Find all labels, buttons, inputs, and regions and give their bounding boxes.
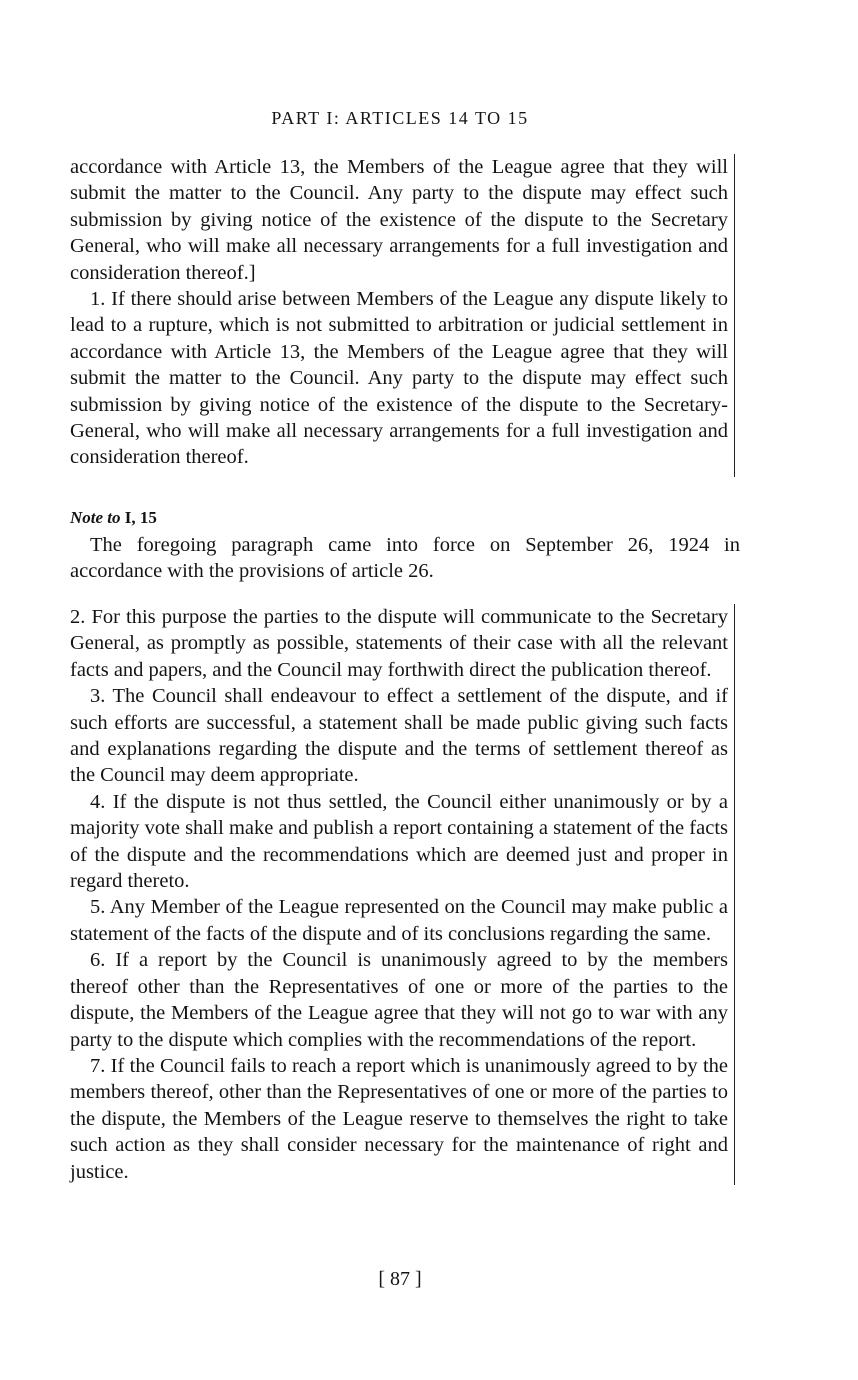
amended-text-block bbox=[70, 154, 735, 477]
article-15-paragraph-4: 4. If the dispute is not thus settled, the Council either unanimously or by a majority vote shall make and publish a report containing a statement of the facts of the dispute and the recommendations which are deemed just and proper in regard thereto. bbox=[70, 790, 728, 893]
note-heading-ref: I, 15 bbox=[124, 508, 157, 527]
note-heading bbox=[70, 508, 157, 528]
article-15-paragraph-1: 1. If there should arise between Members of the League any dispute likely to lead to a rupture, which is not submitted to arbitration or judicial settlement in accordance with Article 13, the Members of the League agree that they will submit the matter to the Council. Any party to the dispute may effect such submission by giving notice of the existence of the dispute to the Secretary-General, who will make all necessary arrangements for a full investigation and consideration thereof. bbox=[70, 288, 728, 469]
article-15-paragraph-6: 6. If a report by the Council is unanimously agreed to by the members thereof other than the Representatives of one or more of the parties to the dispute, the Members of the League agree that they will not go to war with any party to the dispute which complies with the recommendations of the report. bbox=[70, 949, 728, 1051]
article-15-paragraph-3: 3. The Council shall endeavour to effect a settlement of the dispute, and if such efforts are successful, a statement shall be made public giving such facts and explanations regarding the dispute and the terms of settlement thereof as the Council may deem appropriate. bbox=[70, 685, 728, 787]
article-15-paragraph-7: 7. If the Council fails to reach a report which is unanimously agreed to by the members thereof, other than the Representatives of one or more of the parties to the dispute, the Members of the League reserve to themselves the right to take such action as they shall consider necessary for the maintenance of right and justice. bbox=[70, 1054, 728, 1183]
article-15-paragraph-2: 2. For this purpose the parties to the dispute will communicate to the Secretary General, as promptly as possible, statements of their case with all the relevant facts and papers, and the Council may forthwith direct the publication thereof. bbox=[70, 606, 728, 681]
note-body: The foregoing paragraph came into force on September 26, 1924 in accordance with the provisions of article 26. bbox=[70, 534, 740, 583]
article-15-continued-block bbox=[70, 604, 735, 1185]
note-heading-prefix: Note to bbox=[70, 508, 121, 527]
page-number: [ 87 ] bbox=[378, 1268, 422, 1290]
article-15-paragraph-5: 5. Any Member of the League represented on the Council may make public a statement of the facts of the dispute and of its conclusions regarding the same. bbox=[70, 896, 728, 945]
running-title: PART I: ARTICLES 14 TO 15 bbox=[271, 108, 529, 128]
continuation-paragraph: accordance with Article 13, the Members of the League agree that they will submit the matter to the Council. Any party to the dispute may effect such submission by giving notice of the existence of the dispute to the Secretary General, who will make all necessary arrangements for a full investigation and consideration thereof.] bbox=[70, 156, 728, 284]
